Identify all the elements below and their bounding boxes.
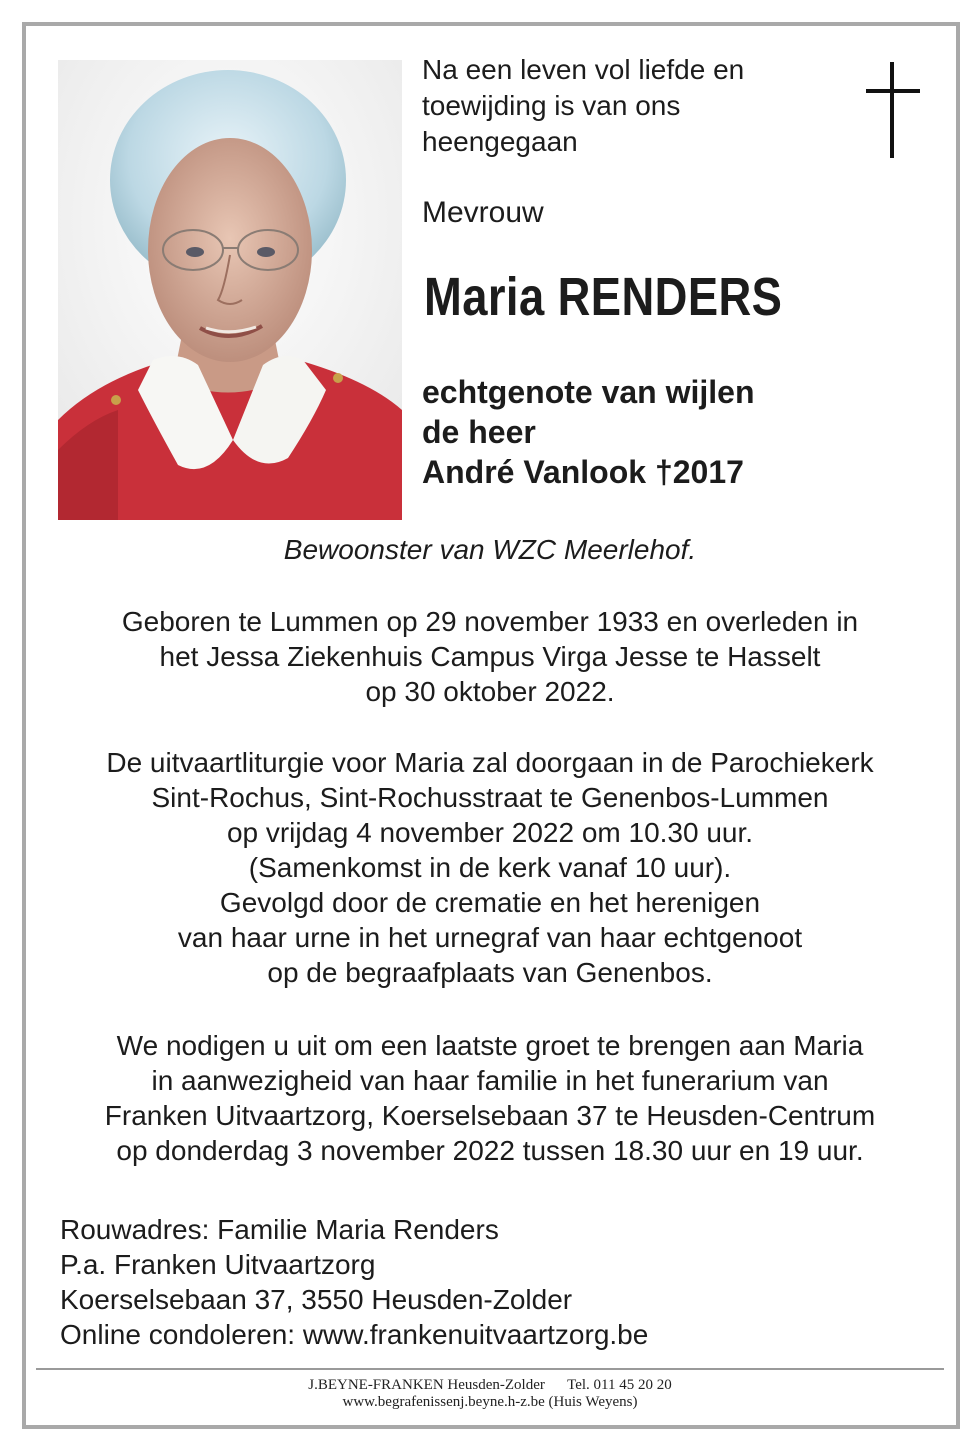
visit-line: Franken Uitvaartzorg, Koerselsebaan 37 te Heusden-Centrum xyxy=(104,1100,876,1131)
spouse-line: echtgenote van wijlen xyxy=(422,374,755,410)
funeral-paragraph xyxy=(30,745,950,990)
footer-company: J.BEYNE-FRANKEN Heusden-Zolder xyxy=(308,1377,545,1393)
born-line: op 30 oktober 2022. xyxy=(365,676,615,707)
born-line: Geboren te Lummen op 29 november 1933 en overleden in xyxy=(121,606,859,637)
visit-line: We nodigen u uit om een laatste groet te brengen aan Maria xyxy=(116,1030,864,1061)
spouse-line: de heer xyxy=(422,414,536,450)
birth-death-paragraph xyxy=(30,604,950,709)
intro-line: heengegaan xyxy=(422,126,578,157)
visitation-paragraph xyxy=(30,1028,950,1168)
spouse-info xyxy=(422,372,872,492)
address-line: P.a. Franken Uitvaartzorg xyxy=(60,1249,376,1280)
intro-line: toewijding is van ons xyxy=(422,90,681,121)
honorific: Mevrouw xyxy=(422,196,544,229)
funeral-line: Gevolgd door de crematie en het herenigen xyxy=(219,887,761,918)
address-line: Koerselsebaan 37, 3550 Heusden-Zolder xyxy=(60,1284,573,1315)
visit-line: op donderdag 3 november 2022 tussen 18.30 uur en 19 uur. xyxy=(116,1135,864,1166)
footer-company-line xyxy=(30,1376,950,1394)
funeral-line: op vrijdag 4 november 2022 om 10.30 uur. xyxy=(226,817,754,848)
funeral-line: Sint-Rochus, Sint-Rochusstraat te Genenbos-Lummen xyxy=(151,782,829,813)
residence-text: Bewoonster van WZC Meerlehof. xyxy=(283,534,697,565)
condolence-link[interactable]: Online condoleren: www.frankenuitvaartzorg.be xyxy=(60,1319,649,1350)
born-line: het Jessa Ziekenhuis Campus Virga Jesse te Hasselt xyxy=(159,641,821,672)
funeral-line: (Samenkomst in de kerk vanaf 10 uur). xyxy=(248,852,732,883)
intro-text xyxy=(422,52,822,160)
intro-line: Na een leven vol liefde en xyxy=(422,54,745,85)
address-line: Rouwadres: Familie Maria Renders xyxy=(60,1214,499,1245)
funeral-line: op de begraafplaats van Genenbos. xyxy=(267,957,713,988)
funeral-line: van haar urne in het urnegraf van haar echtgenoot xyxy=(177,922,803,953)
footer-divider xyxy=(36,1368,944,1370)
deceased-name: Maria RENDERS xyxy=(424,267,783,327)
latin-cross-icon xyxy=(862,60,924,160)
funeral-line: De uitvaartliturgie voor Maria zal doorgaan in de Parochiekerk xyxy=(106,747,874,778)
residence-line xyxy=(30,532,950,567)
visit-line: in aanwezigheid van haar familie in het funerarium van xyxy=(151,1065,829,1096)
portrait-photo xyxy=(58,60,402,520)
mourning-address xyxy=(60,1212,648,1352)
footer-phone: Tel. 011 45 20 20 xyxy=(567,1377,672,1393)
spouse-line: André Vanlook †2017 xyxy=(422,454,744,490)
footer-website[interactable]: www.begrafenissenj.beyne.h-z.be (Huis Weyens) xyxy=(342,1394,638,1410)
